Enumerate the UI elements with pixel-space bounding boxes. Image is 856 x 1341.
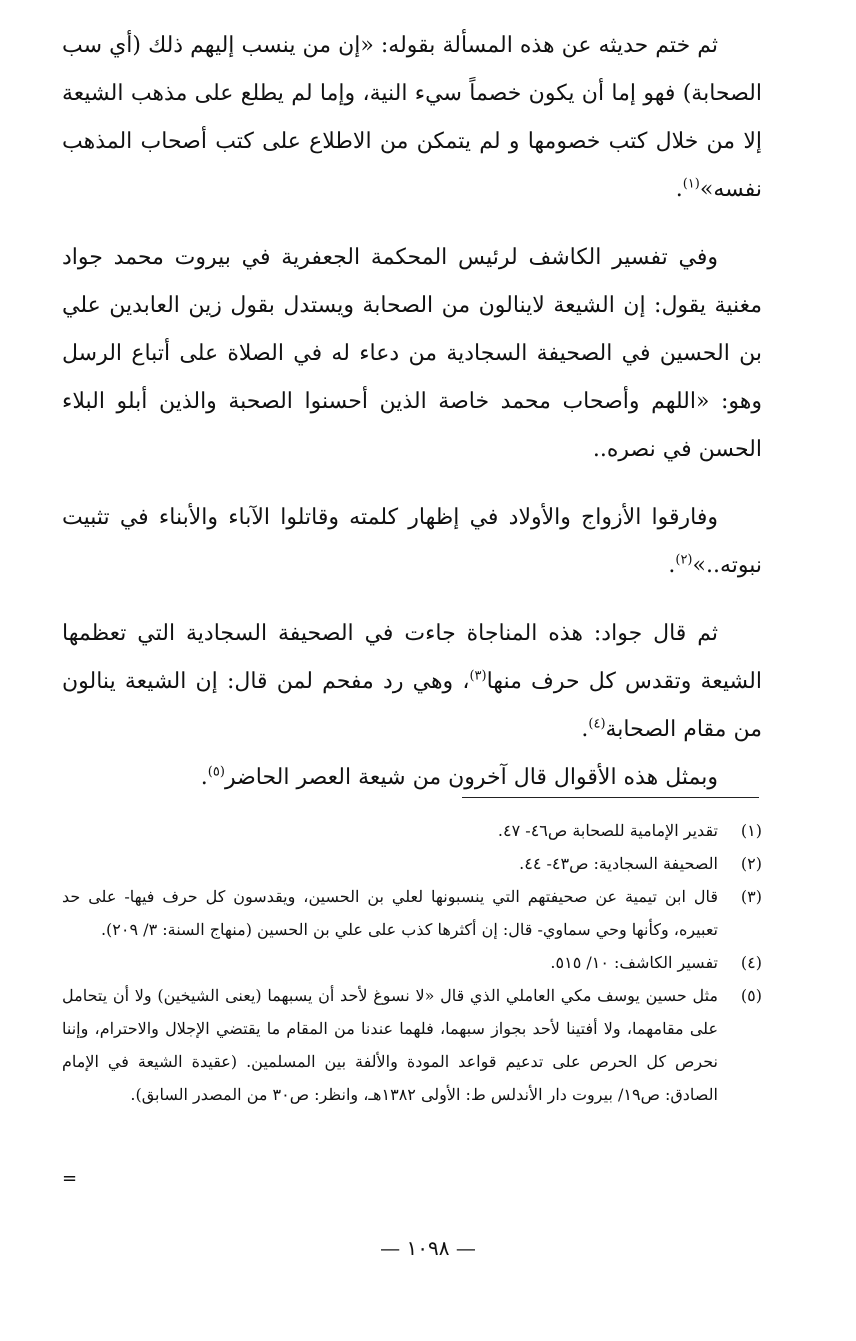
paragraph-5 <box>62 754 762 802</box>
footnote-ref-3[interactable]: (٣) <box>469 668 487 684</box>
paragraph-5-text: وبمثل هذه الأقوال قال آخرون من شيعة العصر الحاضر <box>224 765 718 790</box>
footnote-ref-5[interactable]: (٥) <box>207 764 225 780</box>
footnote-text: تفسير الكاشف: ١٠/ ٥١٥. <box>550 953 718 972</box>
footnote-continuation-mark: = <box>62 1168 78 1189</box>
footnote-text: الصحيفة السجادية: ص٤٣- ٤٤. <box>519 854 718 873</box>
footnote-3 <box>62 880 762 946</box>
footnote-5 <box>62 979 762 1111</box>
footnote-2 <box>62 847 762 880</box>
paragraph-4 <box>62 610 762 754</box>
footnote-ref-1[interactable]: (١) <box>682 176 700 192</box>
footnote-text: مثل حسين يوسف مكي العاملي الذي قال «لا نسوغ لأحد أن يسبهما (يعنى الشيخين) ولا أن يتحامل على مقامهما، ولا أفتينا لأحد بجواز سبهما، فلهما عندنا من المقام ما يقتضي الإجلال والاحترام، وإننا نحرص كل الحرص على تدعيم قواعد المودة والألفة بين المسلمين. (عقيدة الشيعة في الإمام الصادق: ص١٩/ بيروت دار الأندلس ط: الأولى ١٣٨٢هـ، وانظر: ص٣٠ من المصدر السابق). <box>62 986 719 1104</box>
footnote-number: (٤) <box>740 953 762 972</box>
footnote-number: (٢) <box>740 854 762 873</box>
footnote-1 <box>62 814 762 847</box>
paragraph-3 <box>62 494 762 590</box>
paragraph-4-text-2: ، وهي رد مفحم لمن قال: إن الشيعة ينالون من مقام الصحابة <box>62 669 762 742</box>
paragraph-1 <box>62 22 762 214</box>
paragraph-5-end: . <box>200 765 208 790</box>
footnote-number: (١) <box>740 821 762 840</box>
footnote-text: تقدير الإمامية للصحابة ص٤٦- ٤٧. <box>497 821 718 840</box>
footnote-number: (٣) <box>740 887 762 906</box>
footnote-4 <box>62 946 762 979</box>
paragraph-4-end: . <box>581 717 589 742</box>
footnote-number: (٥) <box>740 986 762 1005</box>
footnotes <box>62 814 762 1111</box>
footnote-separator <box>462 797 759 798</box>
paragraph-4-text: ثم قال جواد: هذه المناجاة جاءت في الصحيفة السجادية التي تعظمها الشيعة وتقدس كل حرف منها <box>62 621 762 694</box>
page-number: — ١٠٩٨ — <box>380 1236 476 1260</box>
paragraph-3-text: وفارقوا الأزواج والأولاد في إظهار كلمته وقاتلوا الآباء والأبناء في تثبيت نبوته..» <box>62 505 762 578</box>
footnote-ref-4[interactable]: (٤) <box>588 716 606 732</box>
paragraph-2-text: وفي تفسير الكاشف لرئيس المحكمة الجعفرية في بيروت محمد جواد مغنية يقول: إن الشيعة لاينالون من الصحابة ويستدل بقول زين العابدين علي بن الحسين في الصحيفة السجادية من دعاء له في الصلاة على أتباع الرسل وهو: «اللهم وأصحاب محمد خاصة الذين أحسنوا الصحبة والذين أبلو البلاء الحسن في نصره.. <box>62 245 762 462</box>
main-text <box>62 22 762 802</box>
paragraph-3-end: . <box>668 553 676 578</box>
footnote-text: قال ابن تيمية عن صحيفتهم التي ينسبونها لعلي بن الحسين، ويقدسون كل حرف فيها- على حد تعبيره، وكأنها وحي سماوي- قال: إن أكثرها كذب على علي بن الحسين (منهاج السنة: ٣/ ٢٠٩). <box>62 887 719 939</box>
paragraph-2 <box>62 234 762 474</box>
footnote-ref-2[interactable]: (٢) <box>675 552 693 568</box>
paragraph-1-end: . <box>675 177 683 202</box>
paragraph-1-text: ثم ختم حديثه عن هذه المسألة بقوله: «إن من ينسب إليهم ذلك (أي سب الصحابة) فهو إما أن يكون خصماً سيء النية، وإما لم يطلع على مذهب الشيعة إلا من خلال كتب خصومها و لم يتمكن من الاطلاع على كتب أصحاب المذهب نفسه» <box>62 33 762 202</box>
